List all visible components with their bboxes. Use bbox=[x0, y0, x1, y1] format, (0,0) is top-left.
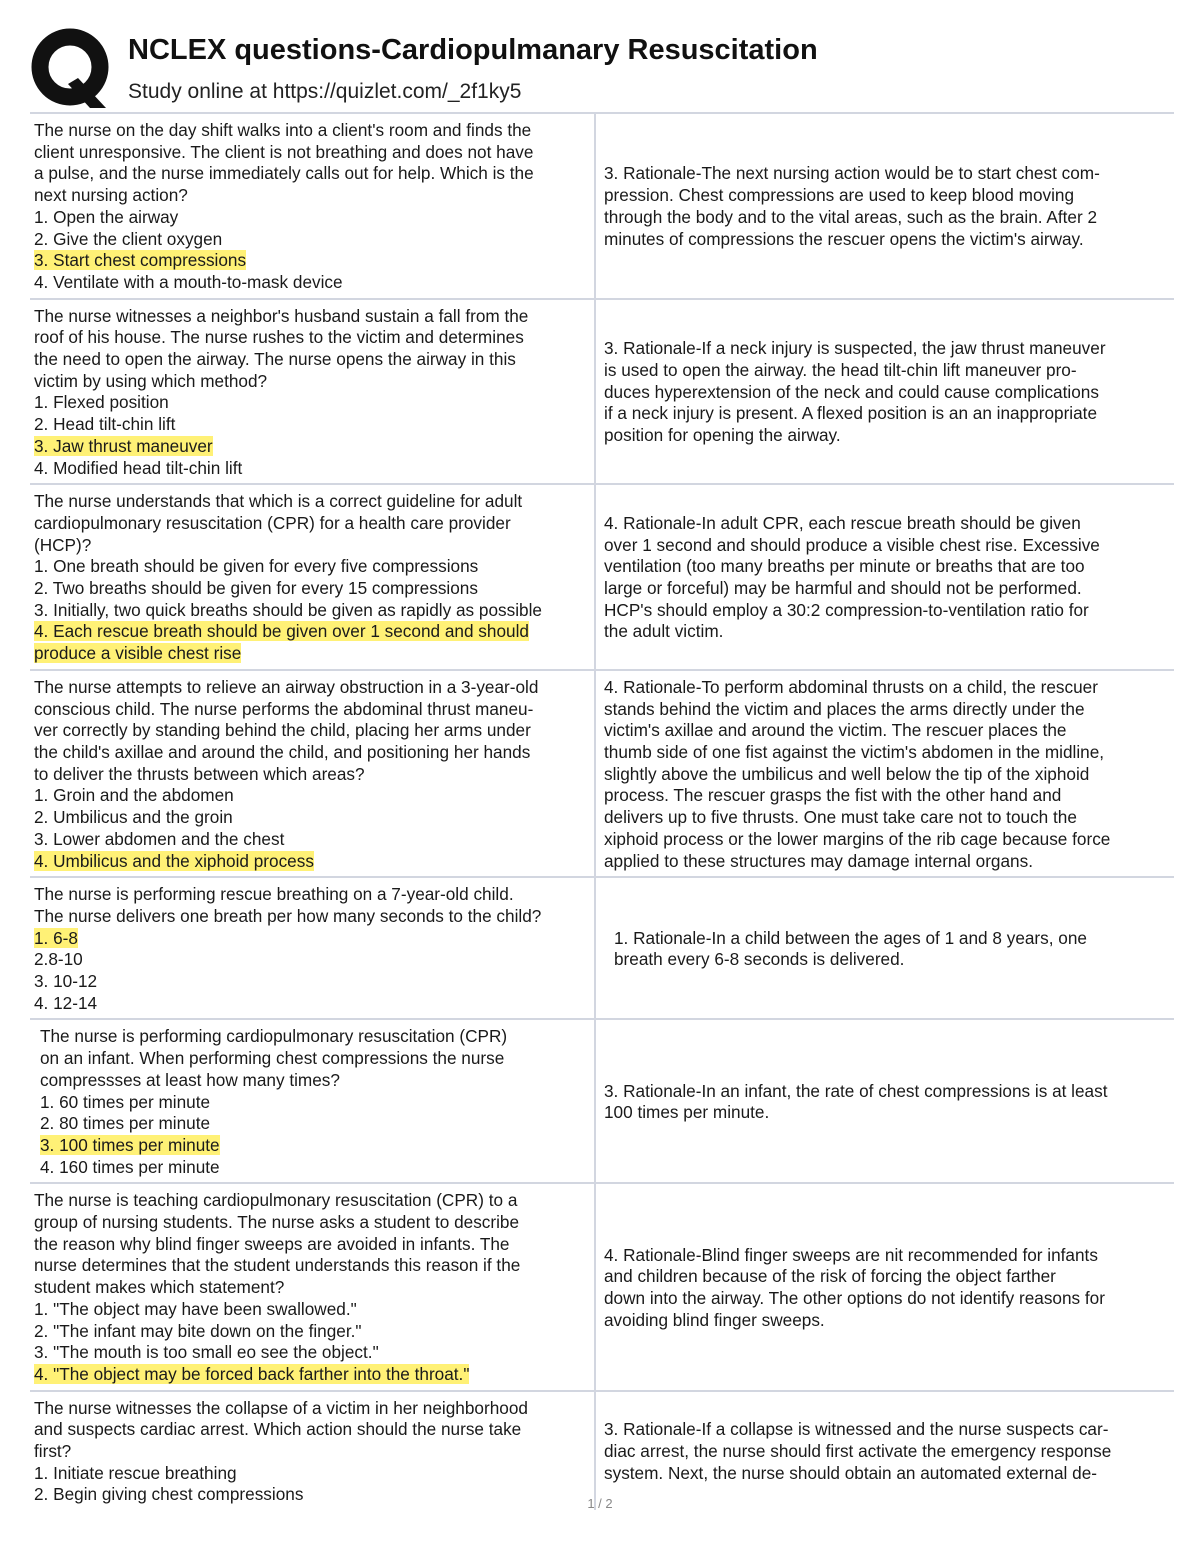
flashcard-row bbox=[30, 1182, 1174, 1389]
question-line: The nurse witnesses the collapse of a victim in her neighborhood bbox=[34, 1397, 528, 1418]
rationale-line: stands behind the victim and places the arms directly under the bbox=[604, 698, 1085, 719]
question-line: next nursing action? bbox=[34, 185, 188, 206]
question-cell bbox=[30, 114, 596, 298]
rationale-line: process. The rescuer grasps the fist with the other hand and bbox=[604, 785, 1062, 806]
correct-answer-highlight: 3. 100 times per minute bbox=[40, 1134, 220, 1155]
correct-answer-highlight: produce a visible chest rise bbox=[34, 643, 242, 664]
question-line bbox=[34, 250, 590, 272]
rationale-line: if a neck injury is present. A flexed position is an an inappropriate bbox=[604, 403, 1097, 424]
flashcard-row bbox=[30, 298, 1174, 484]
question-line: group of nursing students. The nurse asks a student to describe bbox=[34, 1212, 520, 1233]
question-cell bbox=[30, 1184, 596, 1389]
question-line: 2. Begin giving chest compressions bbox=[34, 1484, 304, 1505]
question-line: 2. Give the client oxygen bbox=[34, 228, 223, 249]
question-line: 3. "The mouth is too small eo see the object." bbox=[34, 1342, 379, 1363]
question-line: and suspects cardiac arrest. Which action should the nurse take bbox=[34, 1419, 522, 1440]
question-line: 3. 10-12 bbox=[34, 971, 98, 992]
question-line: 2.8-10 bbox=[34, 949, 83, 970]
question-line: The nurse understands that which is a correct guideline for adult bbox=[34, 491, 523, 512]
rationale-line: down into the airway. The other options do not identify reasons for bbox=[604, 1288, 1105, 1308]
question-line: 4. 12-14 bbox=[34, 992, 98, 1013]
question-line: The nurse is performing cardiopulmonary resuscitation (CPR) bbox=[40, 1026, 508, 1047]
question-line: roof of his house. The nurse rushes to the victim and determines bbox=[34, 327, 524, 348]
rationale-line: 4. Rationale-In adult CPR, each rescue breath should be given bbox=[604, 512, 1081, 533]
rationale-line: 1. Rationale-In a child between the ages of 1 and 8 years, one bbox=[614, 927, 1087, 948]
rationale-line: delivers up to five thrusts. One must take care not to touch the bbox=[604, 807, 1077, 828]
correct-answer-highlight: 3. Start chest compressions bbox=[34, 250, 247, 271]
question-line: 1. Open the airway bbox=[34, 206, 179, 227]
rationale-line: system. Next, the nurse should obtain an automated external de- bbox=[604, 1462, 1097, 1483]
rationale-line: victim's axillae and around the victim. The rescuer places the bbox=[604, 720, 1067, 741]
quizlet-logo-icon bbox=[30, 28, 112, 110]
page-title: NCLEX questions-Cardiopulmanary Resuscitation bbox=[128, 34, 818, 66]
question-line bbox=[34, 928, 590, 950]
flashcard-row bbox=[30, 876, 1174, 1018]
question-line: 2. Umbilicus and the groin bbox=[34, 807, 233, 828]
question-cell bbox=[30, 1392, 596, 1511]
question-line: The nurse is teaching cardiopulmonary resuscitation (CPR) to a bbox=[34, 1190, 518, 1211]
rationale-cell bbox=[596, 1392, 1174, 1511]
question-cell bbox=[30, 1020, 596, 1182]
correct-answer-highlight: 4. "The object may be forced back farther into the throat." bbox=[34, 1363, 470, 1384]
question-line: (HCP)? bbox=[34, 534, 92, 555]
rationale-line: applied to these structures may damage internal organs. bbox=[604, 850, 1033, 871]
question-line: first? bbox=[34, 1441, 72, 1462]
question-line: to deliver the thrusts between which areas? bbox=[34, 763, 365, 784]
question-line: compressses at least how many times? bbox=[40, 1069, 340, 1090]
rationale-line: diac arrest, the nurse should first activate the emergency response bbox=[604, 1441, 1112, 1462]
question-line: 2. 80 times per minute bbox=[40, 1113, 211, 1134]
question-line: The nurse is performing rescue breathing on a 7-year-old child. bbox=[34, 884, 514, 905]
rationale-cell bbox=[596, 1184, 1174, 1389]
question-line: conscious child. The nurse performs the abdominal thrust maneu- bbox=[34, 698, 534, 719]
rationale-line: 3. Rationale-The next nursing action would be to start chest com- bbox=[604, 163, 1100, 184]
correct-answer-highlight: 4. Umbilicus and the xiphoid process bbox=[34, 850, 314, 871]
rationale-line: slightly above the umbilicus and well below the tip of the xiphoid bbox=[604, 763, 1090, 784]
flashcard-row bbox=[30, 669, 1174, 876]
question-line: 3. Lower abdomen and the chest bbox=[34, 828, 285, 849]
question-line: 4. Modified head tilt-chin lift bbox=[34, 457, 243, 478]
question-cell bbox=[30, 671, 596, 876]
question-line: The nurse attempts to relieve an airway obstruction in a 3-year-old bbox=[34, 676, 539, 697]
rationale-line: position for opening the airway. bbox=[604, 424, 841, 445]
rationale-line: breath every 6-8 seconds is delivered. bbox=[614, 949, 905, 970]
rationale-cell bbox=[596, 878, 1174, 1018]
study-link[interactable]: Study online at https://quizlet.com/_2f1ky5 bbox=[128, 80, 522, 103]
question-line: 2. Head tilt-chin lift bbox=[34, 414, 176, 435]
page-number: 1 / 2 bbox=[587, 1496, 613, 1511]
rationale-cell bbox=[596, 1020, 1174, 1182]
rationale-line: 3. Rationale-In an infant, the rate of chest compressions is at least bbox=[604, 1080, 1108, 1101]
question-line: 1. One breath should be given for every five compressions bbox=[34, 556, 479, 577]
question-line: The nurse delivers one breath per how many seconds to the child? bbox=[34, 905, 542, 926]
question-line: ver correctly by standing behind the child, placing her arms under bbox=[34, 720, 531, 741]
question-cell bbox=[30, 485, 596, 669]
flashcard-row bbox=[30, 483, 1174, 669]
question-line: the child's axillae and around the child, and positioning her hands bbox=[34, 741, 531, 762]
rationale-line: 3. Rationale-If a collapse is witnessed and the nurse suspects car- bbox=[604, 1419, 1109, 1440]
question-line: client unresponsive. The client is not breathing and does not have bbox=[34, 141, 534, 162]
question-line: 1. Groin and the abdomen bbox=[34, 785, 234, 806]
question-line bbox=[34, 1364, 590, 1386]
rationale-line: minutes of compressions the rescuer opens the victim's airway. bbox=[604, 228, 1084, 249]
rationale-cell bbox=[596, 300, 1174, 484]
question-line: a pulse, and the nurse immediately calls out for help. Which is the bbox=[34, 163, 534, 184]
question-line: cardiopulmonary resuscitation (CPR) for a health care provider bbox=[34, 512, 511, 533]
rationale-cell bbox=[596, 485, 1174, 669]
question-line: 4. 160 times per minute bbox=[40, 1156, 220, 1177]
question-line: 1. Flexed position bbox=[34, 392, 169, 413]
flashcard-row bbox=[30, 1018, 1174, 1182]
rationale-line: the adult victim. bbox=[604, 621, 724, 642]
question-line bbox=[40, 1135, 590, 1157]
question-cell bbox=[30, 878, 596, 1018]
rationale-line: HCP's should employ a 30:2 compression-to-ventilation ratio for bbox=[604, 599, 1089, 620]
flashcard-list bbox=[30, 112, 1174, 1510]
correct-answer-highlight: 1. 6-8 bbox=[34, 927, 78, 948]
correct-answer-highlight: 4. Each rescue breath should be given over 1 second and should bbox=[34, 621, 529, 642]
question-line: 1. "The object may have been swallowed." bbox=[34, 1298, 357, 1319]
question-line: the need to open the airway. The nurse opens the airway in this bbox=[34, 349, 516, 370]
flashcard-row bbox=[30, 112, 1174, 298]
question-line bbox=[34, 436, 590, 458]
question-line: nurse determines that the student understands this reason if the bbox=[34, 1255, 521, 1276]
question-line: 3. Initially, two quick breaths should be given as rapidly as possible bbox=[34, 599, 542, 620]
question-line bbox=[34, 621, 590, 643]
question-line: The nurse witnesses a neighbor's husband sustain a fall from the bbox=[34, 305, 529, 326]
flashcard-row bbox=[30, 1390, 1174, 1511]
question-line: 1. 60 times per minute bbox=[40, 1091, 211, 1112]
rationale-line: avoiding blind finger sweeps. bbox=[604, 1309, 825, 1330]
rationale-line: xiphoid process or the lower margins of the rib cage because force bbox=[604, 828, 1111, 849]
rationale-line: 4. Rationale-Blind finger sweeps are nit recommended for infants bbox=[604, 1244, 1098, 1265]
rationale-line: through the body and to the vital areas, such as the brain. After 2 bbox=[604, 206, 1098, 227]
question-line: student makes which statement? bbox=[34, 1277, 285, 1298]
rationale-line: over 1 second and should produce a visible chest rise. Excessive bbox=[604, 534, 1100, 555]
rationale-cell bbox=[596, 671, 1174, 876]
rationale-line: duces hyperextension of the neck and could cause complications bbox=[604, 381, 1099, 402]
question-line: 4. Ventilate with a mouth-to-mask device bbox=[34, 271, 343, 292]
rationale-line: is used to open the airway. the head tilt-chin lift maneuver pro- bbox=[604, 359, 1077, 380]
question-line bbox=[34, 643, 590, 665]
rationale-line: large or forceful) may be harmful and should not be performed. bbox=[604, 578, 1082, 599]
question-line: 1. Initiate rescue breathing bbox=[34, 1462, 237, 1483]
question-line: 2. "The infant may bite down on the finger." bbox=[34, 1320, 362, 1341]
question-line: victim by using which method? bbox=[34, 370, 268, 391]
rationale-line: 100 times per minute. bbox=[604, 1102, 770, 1123]
question-cell bbox=[30, 300, 596, 484]
rationale-line: 4. Rationale-To perform abdominal thrusts on a child, the rescuer bbox=[604, 676, 1098, 697]
rationale-line: 3. Rationale-If a neck injury is suspected, the jaw thrust maneuver bbox=[604, 338, 1106, 359]
rationale-line: thumb side of one fist against the victim's abdomen in the midline, bbox=[604, 741, 1105, 762]
rationale-cell bbox=[596, 114, 1174, 298]
question-line: on an infant. When performing chest compressions the nurse bbox=[40, 1048, 505, 1069]
question-line bbox=[34, 851, 590, 873]
question-line: 2. Two breaths should be given for every 15 compressions bbox=[34, 578, 478, 599]
rationale-line: ventilation (too many breaths per minute or breaths that are too bbox=[604, 556, 1085, 577]
correct-answer-highlight: 3. Jaw thrust maneuver bbox=[34, 435, 213, 456]
rationale-line: and children because of the risk of forcing the object farther bbox=[604, 1266, 1056, 1287]
question-line: the reason why blind finger sweeps are avoided in infants. The bbox=[34, 1233, 510, 1254]
question-line: The nurse on the day shift walks into a client's room and finds the bbox=[34, 120, 532, 140]
rationale-line: pression. Chest compressions are used to keep blood moving bbox=[604, 185, 1075, 206]
page-header bbox=[30, 28, 1175, 108]
